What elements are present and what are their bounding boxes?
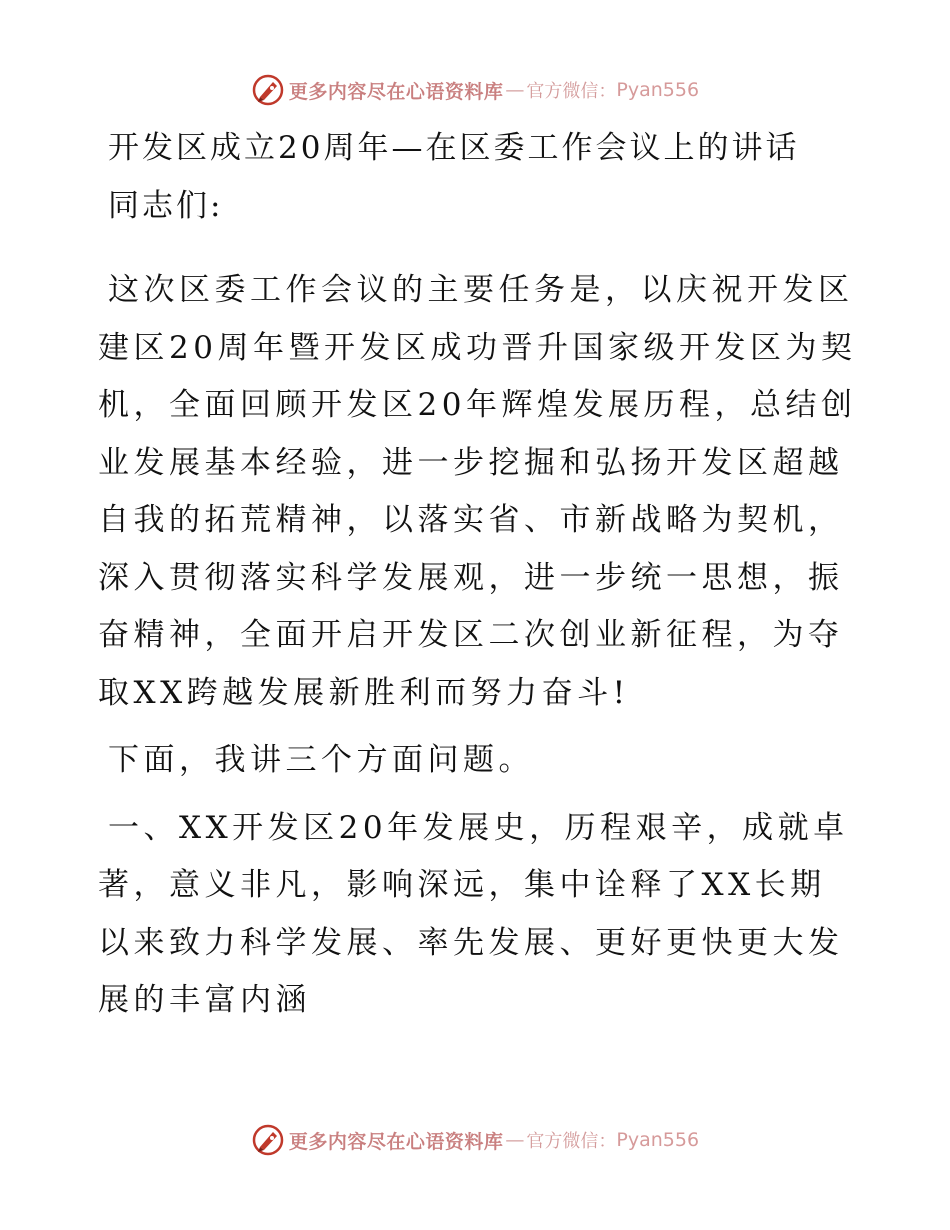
header-watermark <box>0 70 950 110</box>
document-title: 开发区成立20周年—在区委工作会议上的讲话 <box>108 130 800 166</box>
paragraph-section-one: 一、XX开发区20年发展史，历程艰辛，成就卓著，意义非凡，影响深远，集中诠释了XX长期以来致力科学发展、率先发展、更好更快更大发展的丰富内涵 <box>98 809 849 1018</box>
watermark-text: 更多内容尽在心语资料库 <box>288 1130 504 1153</box>
watermark-text: 更多内容尽在心语资料库 <box>288 80 504 103</box>
document-body <box>98 124 858 1040</box>
watermark-wechat-label: 官方微信： <box>526 81 617 102</box>
watermark-wechat-label: 官方微信： <box>526 1131 617 1152</box>
watermark-wechat-id: Pyan556 <box>616 79 700 101</box>
paragraph-intro: 这次区委工作会议的主要任务是，以庆祝开发区建区20周年暨开发区成功晋升国家级开发区为契机，全面回顾开发区20年辉煌发展历程，总结创业发展基本经验，进一步挖掘和弘扬开发区超越自我的拓荒精神，以落实省、市新战略为契机，深入贯彻落实科学发展观，进一步统一思想，振奋精神，全面开启开发区二次创业新征程，为夺取XX跨越发展新胜利而努力奋斗! <box>98 272 857 711</box>
salutation: 同志们: <box>108 188 224 224</box>
pen-logo-icon <box>251 73 285 107</box>
paragraph-outline: 下面，我讲三个方面问题。 <box>108 742 534 778</box>
watermark-wechat-id: Pyan556 <box>616 1129 700 1151</box>
pen-logo-icon <box>251 1123 285 1157</box>
footer-watermark <box>0 1120 950 1160</box>
watermark-dash: — <box>505 1129 525 1151</box>
watermark-dash: — <box>505 79 525 101</box>
